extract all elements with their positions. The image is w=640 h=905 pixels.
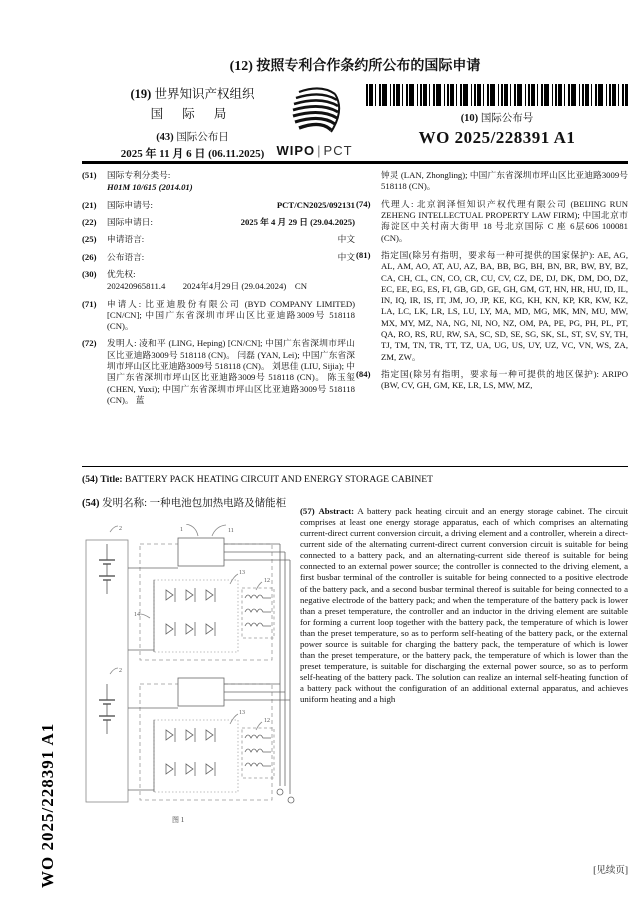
inventors-continued-text: 钟灵 (LAN, Zhongling); 中国广东省深圳市坪山区比亚迪路3009号 518118 (CN)。 bbox=[381, 170, 628, 192]
applicant-text: 申请人: 比亚迪股份有限公司 (BYD COMPANY LIMITED) [CN/CN]; 中国广东省深圳市坪山区比亚迪路3009号 518118 (CN)。 bbox=[107, 298, 355, 332]
field-ipc bbox=[82, 170, 355, 194]
document-kind-text: 按照专利合作条约所公布的国际申请 bbox=[256, 59, 481, 74]
inid-54-en: (54) bbox=[82, 474, 98, 485]
inid-30: (30) bbox=[82, 268, 97, 279]
inid-43: (43) bbox=[156, 132, 174, 143]
agent-text: 代理人: 北京润泽恒知识产权代理有限公司 (BEIJING RUN ZEHENG INTELLECTUAL PROPERTY LAW FIRM); 中国北京市海淀区中关村南大街甲 18 号北京国际 C 座 6层606 100081 (CN)。 bbox=[381, 198, 628, 243]
publication-date-label bbox=[100, 129, 285, 144]
publication-number-label bbox=[366, 110, 628, 125]
fig-label-unit: 11 bbox=[228, 528, 234, 534]
fig-label-bridge: 13 bbox=[239, 570, 245, 576]
wipo-logo-block bbox=[262, 86, 367, 158]
title-chinese-label: 发明名称: bbox=[102, 498, 148, 509]
publication-language-label: 公布语言: bbox=[107, 251, 145, 262]
inid-71: (71) bbox=[82, 298, 97, 309]
wipo-pct-wordmark bbox=[262, 143, 367, 158]
inid-74: (74) bbox=[356, 198, 371, 209]
inid-81: (81) bbox=[356, 249, 371, 260]
fig-label-bridge-2: 13 bbox=[239, 710, 245, 716]
inid-54-zh: (54) bbox=[82, 498, 100, 509]
org-bureau: 国 际 局 bbox=[150, 107, 235, 121]
abstract-text: A battery pack heating circuit and an energy storage cabinet. The circuit comprises at least one energy storage apparatus, each of which comprises an alternating current-direct current conversion circuit, a driving element and a controller, wherein a direct-current side of the alternating current-direct current conversion circuit is suitable for being connected to a battery pack, and an alternating-current side thereof is suitable for being connected to an external power source; the controller is connected to the driving element, a first busbar terminal of the controller is suitable for being connected to a positive electrode of the battery pack, and a second busbar terminal thereof is suitable for being connected to a negative electrode of the battery pack; and when the temperature of the battery pack is lower than a preset temperature, the controller and an inductor in the driving element are suitable for forming a current loop together with the battery pack, the temperature of which is lower than the preset temperature, so as to perform self-heating of the battery pack, or the external power source is suitable for charging the battery pack, the temperature of which is lower than the preset temperature, or the battery pack, the temperature of which is lower than the preset temperature, is suitable for discharging the external power source, so as to perform self-heating of the battery pack. The solution can realize an internal self-heating function of a battery pack without the configuration of an additional external apparatus, and achieves uniform heating and a high bbox=[300, 506, 628, 705]
inid-12: (12) bbox=[229, 59, 253, 74]
field-priority bbox=[82, 269, 355, 293]
publication-date-value: 2025 年 11 月 6 日 (06.11.2025) bbox=[120, 148, 265, 160]
application-number-value: PCT/CN2025/092131 bbox=[276, 199, 355, 210]
wipo-wordmark: WIPO bbox=[276, 143, 316, 158]
fig-label-inductor: 12 bbox=[264, 578, 270, 584]
title-english-label: Title: bbox=[100, 474, 123, 485]
wipo-globe-icon bbox=[279, 86, 351, 136]
fig-label-battery: 2 bbox=[119, 526, 122, 532]
inid-84: (84) bbox=[356, 369, 371, 379]
continuation-note: [见续页] bbox=[593, 866, 628, 876]
publication-language-value: 中文 bbox=[337, 251, 355, 262]
fig-label-driver: 14 bbox=[134, 612, 140, 618]
field-applicant bbox=[82, 299, 355, 333]
wordmark-divider: | bbox=[317, 143, 322, 158]
application-number-label: 国际申请号: bbox=[107, 199, 153, 210]
title-chinese-text: 一种电池包加热电路及储能柜 bbox=[149, 498, 287, 509]
designated-states-text: 指定国(除另有指明，要求每一种可提供的国家保护): AE, AG, AL, AM, AO, AT, AU, AZ, BA, BB, BG, BH, BN, BR, BW, BY, BZ, CA, CH, CL, CN, CO, CR, CU, CV, CZ, DE, DJ, DK, DM, DO, DZ, EC, EE, EG, ES, FI, GB, GD, GE, GH, GM, GT, HN, HR, HU, ID, IL, IN, IQ, IR, IS, IT, JM, JO, JP, KE, KG, KH, KN, KP, KR, KW, KZ, LA, LC, LK, LR, LS, LU, LY, MA, MD, MG, MK, MN, MU, MW, MX, MY, MZ, NA, NG, NI, NO, NZ, OM, PA, PE, PG, PH, PL, PT, QA, RO, RS, RU, RW, SA, SC, SD, SE, SG, SK, SL, ST, SV, SY, TH, TJ, TM, TN, TR, TT, TZ, UA, UG, US, UY, UZ, VC, VN, WS, ZA, ZM, ZW。 bbox=[381, 249, 628, 362]
header-rule bbox=[82, 161, 628, 164]
field-publication-language bbox=[82, 252, 355, 263]
document-kind-line bbox=[82, 55, 628, 75]
biblio-left-column bbox=[82, 170, 355, 412]
filing-language-label: 申请语言: bbox=[107, 234, 145, 245]
publication-number-value: WO 2025/228391 A1 bbox=[418, 128, 576, 147]
inid-21: (21) bbox=[82, 199, 97, 210]
designated-regions-text: 指定国(除另有指明，要求每一种可提供的地区保护): ARIPO (BW, CV, GH, GM, KE, LR, LS, MW, MZ, bbox=[381, 369, 628, 391]
field-designated-regions bbox=[356, 369, 628, 392]
barcode bbox=[366, 84, 628, 106]
inid-51: (51) bbox=[82, 170, 97, 180]
inid-22: (22) bbox=[82, 216, 97, 227]
fig-label-inductor-2: 12 bbox=[264, 718, 270, 724]
wipo-org-block bbox=[100, 84, 285, 161]
field-filing-language bbox=[82, 234, 355, 245]
title-english-text: BATTERY PACK HEATING CIRCUIT AND ENERGY STORAGE CABINET bbox=[125, 474, 434, 485]
inid-26: (26) bbox=[82, 251, 97, 262]
org-name: 世界知识产权组织 bbox=[154, 87, 255, 101]
publication-number-block bbox=[366, 110, 628, 148]
field-application-number bbox=[82, 200, 355, 211]
filing-date-value: 2025 年 4 月 29 日 (29.04.2025) bbox=[240, 216, 355, 227]
publication-number-label-text: 国际公布号 bbox=[480, 113, 534, 124]
figure-caption: 图 1 bbox=[172, 816, 185, 824]
inid-10: (10) bbox=[460, 113, 479, 124]
inid-57: (57) bbox=[300, 506, 315, 516]
figure-1-circuit-diagram bbox=[80, 524, 298, 829]
pct-wordmark: PCT bbox=[323, 143, 353, 158]
field-agent bbox=[356, 199, 628, 244]
inventors-text: 发明人: 凌和平 (LING, Heping) [CN/CN]; 中国广东省深圳市坪山区比亚迪路3009号 518118 (CN)。 闫磊 (YAN, Lei); 中国广东省深圳市坪山区比亚迪路3009号 518118 (CN)。 刘思佳 (LIU, Sijia); 中国广东省深圳市坪山区比亚迪路3009号 518118 (CN)。 陈玉玺 (CHEN, Yuxi); 中国广东省深圳市坪山区比亚迪路3009号 518118 (CN)。 蓝 bbox=[107, 338, 355, 405]
abstract bbox=[300, 506, 628, 705]
ipc-value: H01M 10/615 (2014.01) bbox=[107, 182, 193, 193]
title-english bbox=[82, 474, 628, 485]
inid-19: (19) bbox=[130, 87, 152, 101]
org-name-line bbox=[100, 84, 285, 102]
field-filing-date bbox=[82, 217, 355, 228]
field-designated-states bbox=[356, 250, 628, 363]
field-inventors-continued bbox=[356, 170, 628, 193]
sidebar-publication-number: WO 2025/228391 A1 bbox=[38, 722, 57, 888]
abstract-label: Abstract: bbox=[318, 506, 355, 516]
filing-language-value: 中文 bbox=[337, 234, 355, 245]
fig-label-pack: 1 bbox=[180, 527, 183, 533]
inid-25: (25) bbox=[82, 234, 97, 245]
inid-72: (72) bbox=[82, 338, 97, 349]
field-inventors bbox=[82, 338, 355, 406]
ipc-label: 国际专利分类号: bbox=[107, 170, 171, 180]
circuit-diagram-drawing bbox=[80, 524, 298, 829]
publication-date-label-text: 国际公布日 bbox=[176, 132, 229, 143]
title-rule bbox=[82, 466, 628, 467]
fig-label-battery-2: 2 bbox=[119, 668, 122, 674]
priority-value: 202420965811.4 2024年4月29日 (29.04.2024) CN bbox=[107, 281, 307, 292]
biblio-right-column bbox=[356, 170, 628, 398]
priority-label: 优先权: bbox=[107, 268, 136, 279]
filing-date-label: 国际申请日: bbox=[107, 216, 153, 227]
